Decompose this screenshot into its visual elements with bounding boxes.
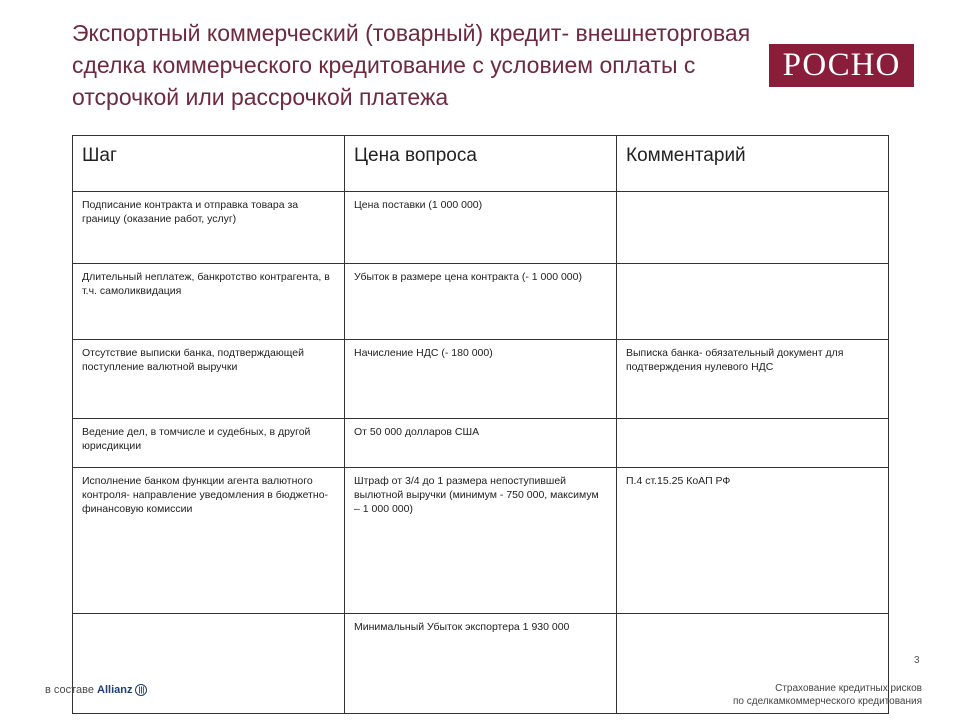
allianz-prefix: в составе (45, 684, 95, 696)
title-line-1: Экспортный коммерческий (товарный) кредит- внешнеторговая (72, 20, 751, 46)
table-row (73, 468, 889, 614)
footer-caption-line-1: Страхование кредитных рисков (775, 683, 922, 694)
header-comment: Комментарий (617, 136, 889, 192)
steps-table (72, 135, 889, 714)
cell-step: Длительный неплатеж, банкротство контрагента, в т.ч. самоликвидация (73, 264, 345, 340)
header-price: Цена вопроса (345, 136, 617, 192)
table-header-row (73, 136, 889, 192)
cell-step: Ведение дел, в томчисле и судебных, в другой юрисдикции (73, 419, 345, 468)
table-row (73, 340, 889, 419)
cell-price: Начисление НДС (- 180 000) (345, 340, 617, 419)
title-line-2: сделка коммерческого кредитование с условием оплаты с (72, 52, 696, 78)
cell-price: Убыток в размере цена контракта (- 1 000 000) (345, 264, 617, 340)
table-row (73, 192, 889, 264)
cell-price: От 50 000 долларов США (345, 419, 617, 468)
cell-step (73, 614, 345, 714)
cell-price: Минимальный Убыток экспортера 1 930 000 (345, 614, 617, 714)
cell-comment: Выписка банка- обязательный документ для подтверждения нулевого НДС (617, 340, 889, 419)
cell-comment (617, 264, 889, 340)
table-row (73, 419, 889, 468)
table-row (73, 264, 889, 340)
cell-price: Штраф от 3/4 до 1 размера непоступившей вылютной выручки (минимум - 750 000, максимум – 1 000 000) (345, 468, 617, 614)
footer-caption (733, 682, 922, 708)
cell-comment (617, 419, 889, 468)
allianz-footer (45, 684, 147, 696)
allianz-logo-icon: ||| (135, 684, 147, 696)
cell-step: Исполнение банком функции агента валютного контроля- направление уведомления в бюджетно-финансовую комиссии (73, 468, 345, 614)
cell-comment: П.4 ст.15.25 КоАП РФ (617, 468, 889, 614)
cell-step: Отсутствие выписки банка, подтверждающей поступление валютной выручки (73, 340, 345, 419)
allianz-brand: Allianz (97, 684, 133, 696)
rosno-logo: РОСНО (769, 44, 914, 87)
footer-caption-line-2: по сделкамкоммерческого кредитования (733, 696, 922, 707)
cell-comment (617, 192, 889, 264)
slide-title (72, 17, 872, 113)
cell-step: Подписание контракта и отправка товара за границу (оказание работ, услуг) (73, 192, 345, 264)
title-line-3: отсрочкой или рассрочкой платежа (72, 84, 449, 110)
header-step: Шаг (73, 136, 345, 192)
cell-price: Цена поставки (1 000 000) (345, 192, 617, 264)
page-number: 3 (914, 655, 920, 666)
